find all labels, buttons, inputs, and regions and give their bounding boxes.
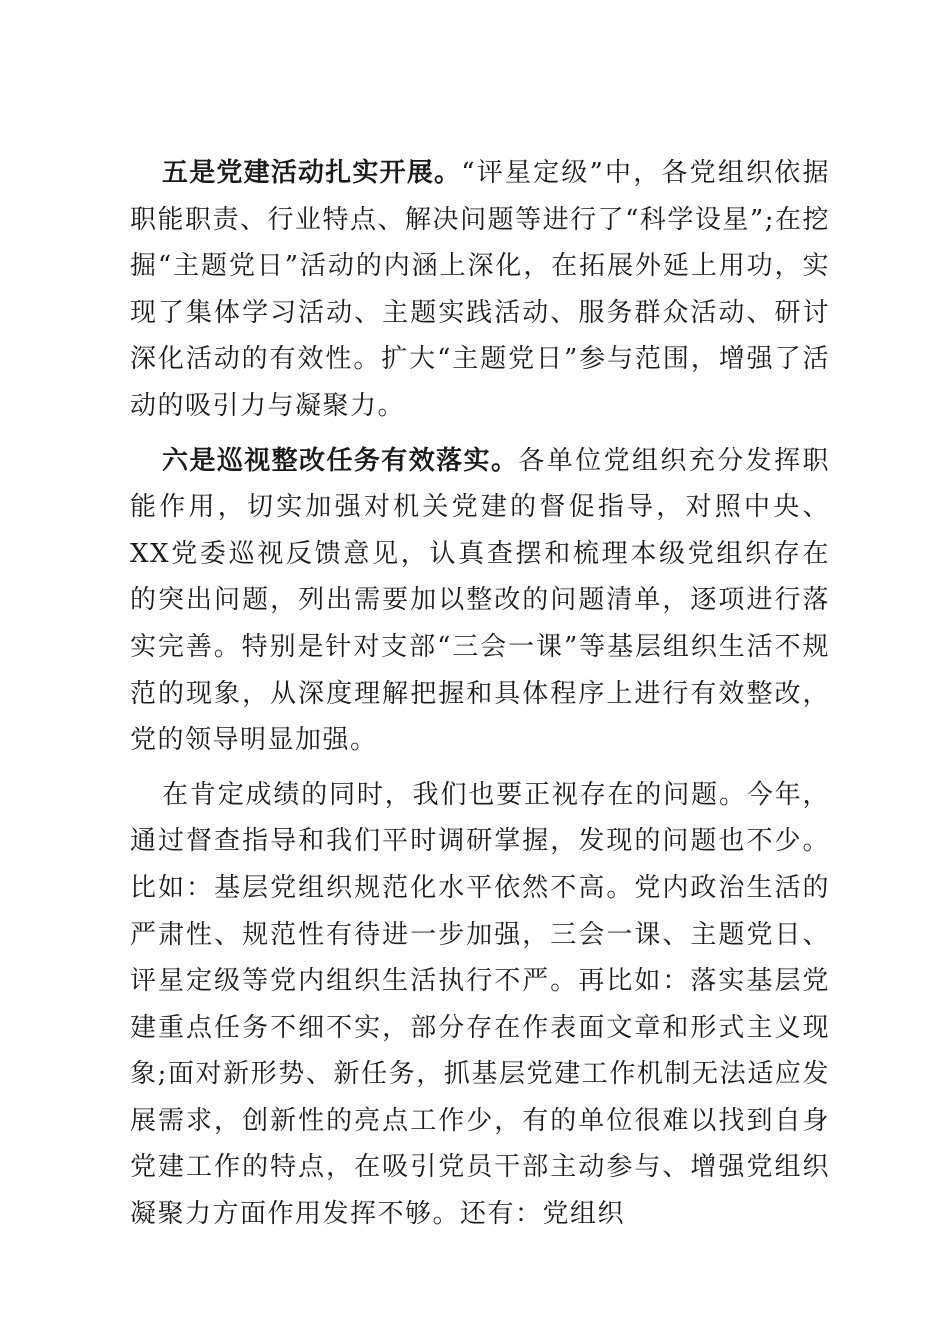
paragraph-text: “评星定级”中，各党组织依据职能职责、行业特点、解决问题等进行了“科学设星”;在挖掘“主题党日”活动的内涵上深化，在拓展外延上用功，实现了集体学习活动、主题实践活动、服务群众活动、研讨深化活动的有效性。扩大“主题党日”参与范围，增强了活动的吸引力与凝聚力。	[130, 158, 830, 421]
paragraph-inspection-rectification	[130, 438, 830, 764]
paragraph-lead: 五是党建活动扎实开展。	[162, 158, 462, 188]
paragraph-party-activities	[130, 150, 830, 430]
paragraph-text: 各单位党组织充分发挥职能作用，切实加强对机关党建的督促指导，对照中央、XX党委巡视反馈意见，认真查摆和梳理本级党组织存在的突出问题，列出需要加以整改的问题清单，逐项进行落实完善。特别是针对支部“三会一课”等基层组织生活不规范的现象，从深度理解把握和具体程序上进行有效整改，党的领导明显加强。	[130, 445, 830, 756]
paragraph-lead: 六是巡视整改任务有效落实。	[162, 445, 519, 476]
document-body	[130, 150, 830, 1246]
paragraph-problems	[130, 772, 830, 1238]
paragraph-text: 在肯定成绩的同时，我们也要正视存在的问题。今年，通过督查指导和我们平时调研掌握，发现的问题也不少。比如：基层党组织规范化水平依然不高。党内政治生活的严肃性、规范性有待进一步加强，三会一课、主题党日、评星定级等党内组织生活执行不严。再比如：落实基层党建重点任务不细不实，部分存在作表面文章和形式主义现象;面对新形势、新任务，抓基层党建工作机制无法适应发展需求，创新性的亮点工作少，有的单位很难以找到自身党建工作的特点，在吸引党员干部主动参与、增强党组织凝聚力方面作用发挥不够。还有：党组织	[130, 779, 830, 1230]
